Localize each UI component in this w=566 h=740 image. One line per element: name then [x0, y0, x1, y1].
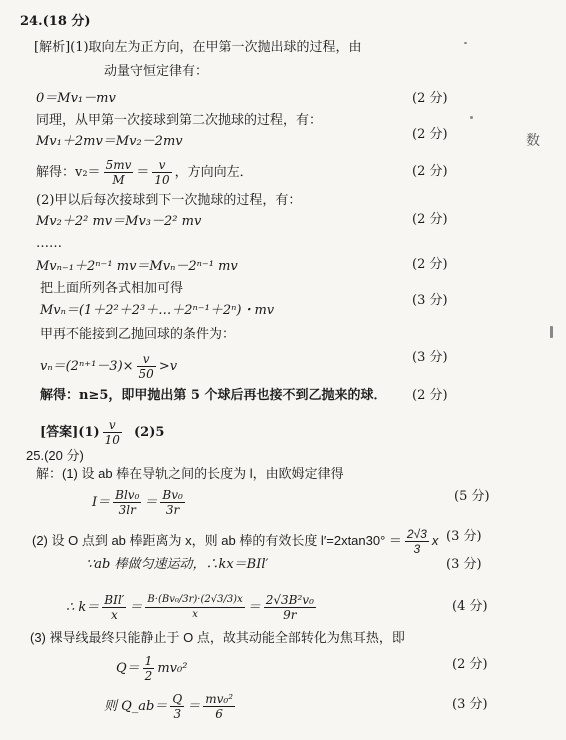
score-label: (3 分) — [412, 350, 448, 365]
q24-eq-7: vₙ＝(2ⁿ⁺¹－3)× $\frac{v}{50}$ >v — [40, 352, 178, 381]
score-label: (4 分) — [452, 599, 488, 614]
score-label: (3 分) — [446, 557, 482, 572]
fraction: $\frac{\text{B·(Bv₀/3r)·(2√3/3)x}}{x}$ — [147, 594, 243, 620]
score-label: (3 分) — [412, 293, 448, 308]
q24-eq-6: Mvₙ＝(1＋2²＋2³＋…＋2ⁿ⁻¹＋2ⁿ)・mv — [40, 303, 275, 318]
q24-eq-4: Mv₂＋2² mv＝Mv₃－2² mv — [36, 214, 202, 229]
score-label: (3 分) — [446, 529, 482, 544]
q24-line-11: 把上面所列各式相加可得 — [40, 281, 184, 296]
scan-speck — [470, 116, 473, 119]
q25-eq-2: ∴ k＝ $\frac{\text{BIl′}}{x}$ ＝ $\frac{\text{B·(Bv₀/3r)·(2√3/3)x}}{x}$ ＝ $\frac{\text{2√3B²v₀}}{9r}$ — [66, 593, 314, 622]
q24-line-7: (2)甲以后每次接球到下一次抛球的过程，有： — [36, 193, 302, 208]
q24-answer: [答案](1) $\frac{v}{10}$ (2)5 — [40, 418, 165, 447]
q24-eq-3: 解得：v₂＝ $\frac{5mv}{M}$ ＝ $\frac{v}{10}$ ，方向向左． — [36, 158, 253, 187]
q24-ellipsis: …… — [36, 236, 62, 251]
q25-eq-1: I＝ $\frac{\text{Blv₀}}{3lr}$ ＝ $\frac{\text{Bv₀}}{3r}$ — [92, 488, 183, 517]
fraction: $\frac{v}{10}$ — [154, 158, 170, 187]
q24-line-4: 同理，从甲第一次接球到第二次抛球的过程，有： — [36, 113, 323, 128]
score-label: (2 分) — [452, 657, 488, 672]
q24-line-2: 动量守恒定律有： — [104, 64, 209, 79]
q24-line-13: 甲再不能接到乙抛回球的条件为： — [40, 327, 236, 342]
fraction: $\frac{2√3}{3}$ — [406, 527, 427, 556]
score-label: (2 分) — [412, 127, 448, 142]
fraction: $\frac{\text{2√3B²v₀}}{9r}$ — [265, 593, 314, 622]
scan-speck — [464, 42, 467, 44]
score-label: (3 分) — [452, 697, 488, 712]
q25-header: 25.(20 分) — [26, 448, 84, 463]
score-label: (2 分) — [412, 388, 448, 403]
q24-header: 24.(18 分) — [20, 14, 91, 29]
score-label: (2 分) — [412, 212, 448, 227]
q25-line-4: ∵ab 棒做匀速运动，∴kx＝BIl′ — [86, 557, 269, 572]
q24-eq-5: Mvₙ₋₁＋2ⁿ⁻¹ mv＝Mvₙ－2ⁿ⁻¹ mv — [36, 259, 238, 274]
score-label: (2 分) — [412, 91, 448, 106]
q25-line-6: (3) 裸导线最终只能静止于 O 点，故其动能全部转化为焦耳热，即 — [30, 630, 405, 645]
margin-char: 数 — [526, 133, 540, 149]
fraction: $\frac{\text{BIl′}}{x}$ — [104, 593, 125, 622]
score-label: (2 分) — [412, 257, 448, 272]
q25-eq-3: Q＝ $\frac{1}{2}$ mv₀² — [116, 654, 188, 683]
fraction: $\frac{1}{2}$ — [144, 654, 153, 683]
q25-line-3: (2) 设 O 点到 ab 棒距离为 x，则 ab 棒的有效长度 l′=2xtan30° ＝ $\frac{2√3}{3}$ x — [32, 527, 439, 556]
q24-eq-2: Mv₁＋2mv＝Mv₂－2mv — [36, 134, 183, 149]
fraction: $\frac{Q}{3}$ — [172, 692, 183, 721]
q24-eq-1: 0＝Mv₁－mv — [36, 91, 116, 106]
q25-line-1: 解：(1) 设 ab 棒在导轨之间的长度为 l，由欧姆定律得 — [36, 466, 344, 481]
scan-speck — [550, 326, 553, 338]
fraction: $\frac{v}{50}$ — [138, 352, 154, 381]
fraction: $\frac{\text{Bv₀}}{3r}$ — [162, 488, 183, 517]
score-label: (2 分) — [412, 164, 448, 179]
fraction: $\frac{\text{mv₀²}}{6}$ — [205, 692, 234, 721]
q24-line-15: 解得：n≥5，即甲抛出第 5 个球后再也接不到乙抛来的球． — [40, 388, 387, 403]
q25-eq-4: 则 Q_ab＝ $\frac{Q}{3}$ ＝ $\frac{\text{mv₀²}}{6}$ — [104, 692, 234, 721]
score-label: (5 分) — [454, 489, 490, 504]
fraction: $\frac{v}{10}$ — [104, 418, 120, 447]
q24-line-1: [解析](1)取向左为正方向，在甲第一次抛出球的过程，由 — [34, 40, 362, 55]
fraction: $\frac{5mv}{M}$ — [105, 158, 132, 187]
fraction: $\frac{\text{Blv₀}}{3lr}$ — [115, 488, 140, 517]
